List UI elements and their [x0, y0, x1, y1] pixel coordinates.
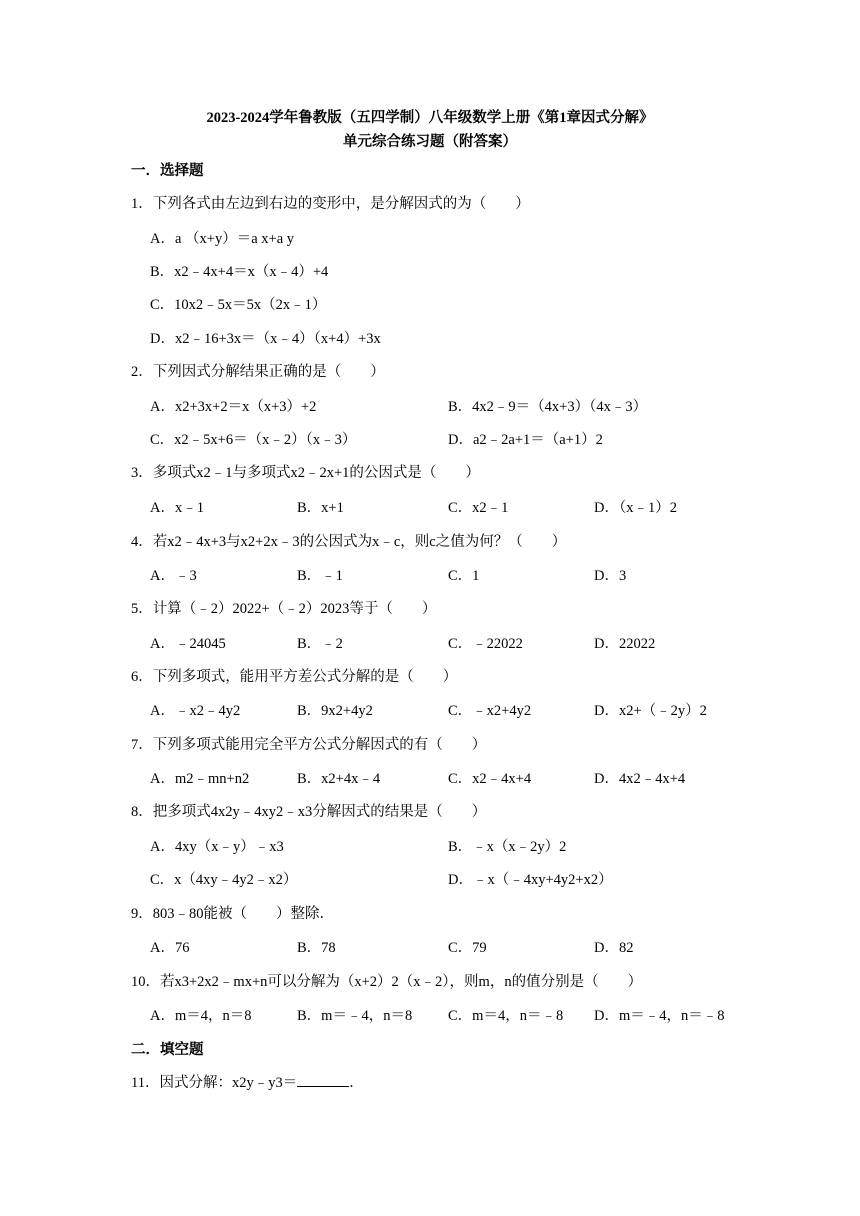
question-stem: 下列多项式能用完全平方公式分解因式的有（ ） — [152, 737, 487, 753]
question-5 — [131, 597, 436, 618]
q5-option-d: D．22022 — [594, 636, 656, 652]
question-stem: 因式分解：x2y﹣y3＝ — [159, 1075, 298, 1091]
q9-option-b: B．78 — [297, 940, 336, 956]
q2-option-a: A．x2+3x+2＝x（x+3）+2 — [150, 399, 317, 415]
question-number: 7． — [131, 737, 153, 753]
question-3 — [131, 461, 480, 482]
q10-option-b: B．m＝﹣4，n＝8 — [297, 1008, 413, 1024]
question-number: 11． — [131, 1075, 160, 1091]
section-heading-fill: 二．填空题 — [131, 1042, 204, 1058]
q2-option-c: C．x2﹣5x+6＝（x﹣2）（x﹣3） — [150, 432, 357, 448]
q7-option-c: C．x2﹣4x+4 — [448, 771, 532, 787]
answer-blank[interactable] — [297, 1074, 349, 1087]
q4-option-a: A．﹣3 — [150, 568, 197, 584]
q5-option-a: A．﹣24045 — [150, 636, 226, 652]
q7-option-a: A．m2﹣mn+n2 — [150, 771, 250, 787]
question-stem: 多项式x2﹣1与多项式x2﹣2x+1的公因式是（ ） — [152, 465, 480, 481]
question-stem: 计算（﹣2）2022+（﹣2）2023等于（ ） — [152, 601, 437, 617]
question-tail: ． — [349, 1075, 364, 1091]
q8-option-c: C．x（4xy﹣4y2﹣x2） — [150, 872, 298, 888]
q8-option-b: B．﹣x（x﹣2y）2 — [448, 839, 567, 855]
question-6 — [131, 665, 457, 686]
q9-option-d: D．82 — [594, 940, 634, 956]
q10-option-c: C．m＝4，n＝﹣8 — [448, 1008, 564, 1024]
question-stem: 下列因式分解结果正确的是（ ） — [152, 364, 385, 380]
question-1 — [131, 192, 530, 213]
question-10 — [131, 970, 642, 991]
q3-option-c: C．x2﹣1 — [448, 500, 509, 516]
q2-option-b: B．4x2﹣9＝（4x+3）（4x﹣3） — [448, 399, 648, 415]
question-number: 6． — [131, 669, 153, 685]
q6-option-d: D．x2+（﹣2y）2 — [594, 703, 707, 719]
question-number: 10． — [131, 974, 160, 990]
q9-option-a: A．76 — [150, 940, 190, 956]
question-stem: 把多项式4x2y﹣4xy2﹣x3分解因式的结果是（ ） — [152, 804, 487, 820]
question-4 — [131, 530, 566, 551]
question-stem: 803﹣80能被（ ）整除． — [152, 906, 334, 922]
doc-title-line2: 单元综合练习题（附答案） — [343, 134, 517, 150]
question-stem: 下列各式由左边到右边的变形中，是分解因式的为（ ） — [152, 196, 530, 212]
question-7 — [131, 733, 486, 754]
q3-option-a: A．x﹣1 — [150, 500, 204, 516]
question-stem: 下列多项式，能用平方差公式分解的是（ ） — [152, 669, 458, 685]
q6-option-a: A．﹣x2﹣4y2 — [150, 703, 241, 719]
q4-option-b: B．﹣1 — [297, 568, 343, 584]
q1-option-a: A．a （x+y）＝a x+a y — [150, 231, 295, 247]
section-heading-choice: 一．选择题 — [131, 163, 204, 179]
question-stem: 若x2﹣4x+3与x2+2x﹣3的公因式为x﹣c，则c之值为何？（ ） — [152, 534, 567, 550]
doc-title-line1: 2023-2024学年鲁教版（五四学制）八年级数学上册《第1章因式分解》 — [206, 110, 654, 126]
question-number: 5． — [131, 601, 153, 617]
q1-option-d: D．x2﹣16+3x＝（x﹣4）（x+4）+3x — [150, 331, 381, 347]
q5-option-b: B．﹣2 — [297, 636, 343, 652]
q10-option-d: D．m＝﹣4，n＝﹣8 — [594, 1008, 725, 1024]
question-2 — [131, 360, 385, 381]
q6-option-c: C．﹣x2+4y2 — [448, 703, 532, 719]
question-number: 3． — [131, 465, 153, 481]
q3-option-b: B．x+1 — [297, 500, 344, 516]
question-stem: 若x3+2x2﹣mx+n可以分解为（x+2）2（x﹣2），则m，n的值分别是（ ） — [160, 974, 643, 990]
q1-option-b: B．x2﹣4x+4＝x（x﹣4）+4 — [150, 264, 329, 280]
q4-option-c: C．1 — [448, 568, 480, 584]
question-9 — [131, 902, 334, 923]
question-number: 2． — [131, 364, 153, 380]
question-number: 8． — [131, 804, 153, 820]
q7-option-b: B．x2+4x﹣4 — [297, 771, 381, 787]
question-11 — [131, 1071, 364, 1092]
q1-option-c: C．10x2﹣5x＝5x（2x﹣1） — [150, 297, 327, 313]
q6-option-b: B．9x2+4y2 — [297, 703, 373, 719]
q5-option-c: C．﹣22022 — [448, 636, 523, 652]
q8-option-d: D．﹣x（﹣4xy+4y2+x2） — [448, 872, 613, 888]
question-8 — [131, 800, 486, 821]
q10-option-a: A．m＝4，n＝8 — [150, 1008, 252, 1024]
question-number: 4． — [131, 534, 153, 550]
q7-option-d: D．4x2﹣4x+4 — [594, 771, 686, 787]
q8-option-a: A．4xy（x﹣y）﹣x3 — [150, 839, 284, 855]
q9-option-c: C．79 — [448, 940, 487, 956]
q4-option-d: D．3 — [594, 568, 627, 584]
q2-option-d: D．a2﹣2a+1＝（a+1）2 — [448, 432, 603, 448]
q3-option-d: D．（x﹣1）2 — [594, 500, 677, 516]
question-number: 1． — [131, 196, 153, 212]
question-number: 9． — [131, 906, 153, 922]
